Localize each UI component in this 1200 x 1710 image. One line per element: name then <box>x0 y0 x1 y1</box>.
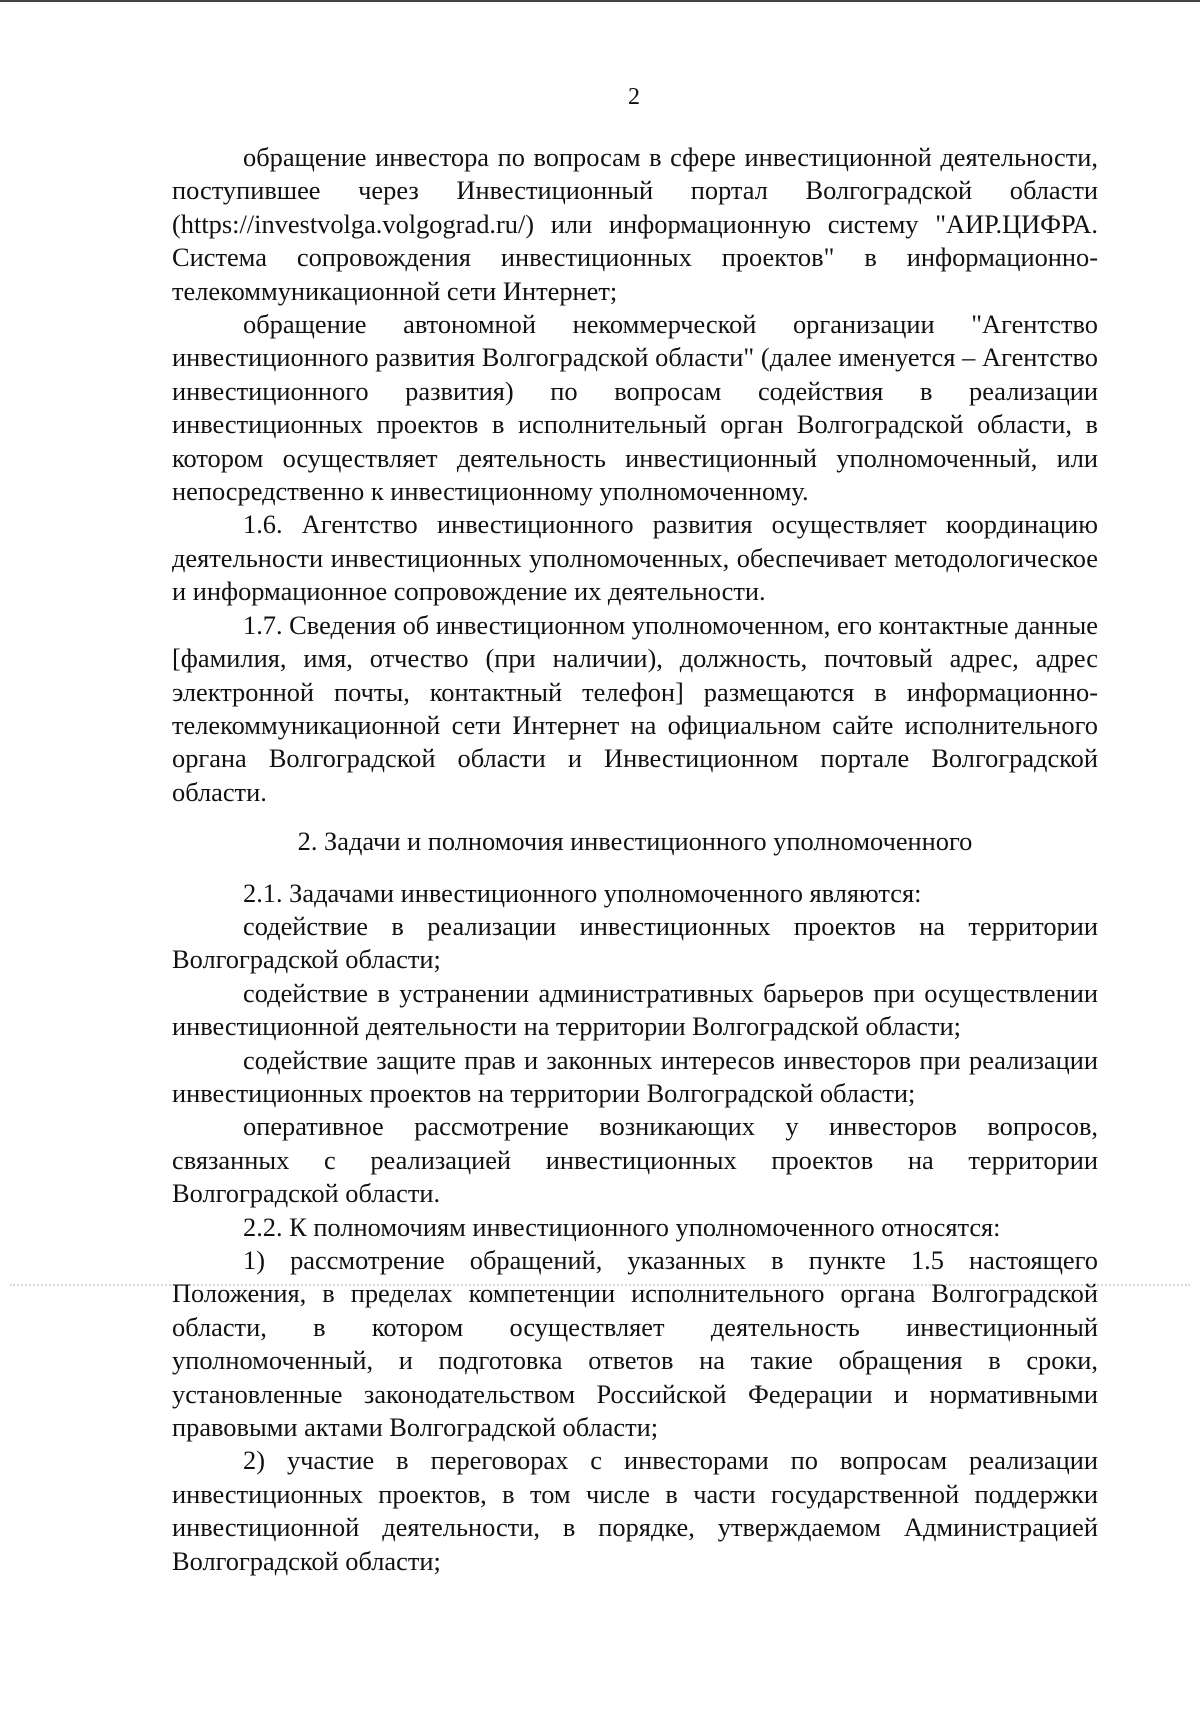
page-top-border <box>0 0 1200 2</box>
paragraph: содействие защите прав и законных интересов инвесторов при реализации инвестиционных проектов на территории Волгоградской области; <box>172 1044 1098 1108</box>
page-number: 2 <box>628 84 640 110</box>
section-heading: 2. Задачи и полномочия инвестиционного уполномоченного <box>297 826 973 857</box>
paragraph: содействие в устранении административных барьеров при осуществлении инвестиционной деятельности на территории Волгоградской области; <box>172 977 1098 1042</box>
paragraph: 2.2. К полномочиям инвестиционного уполномоченного относятся: <box>243 1211 1001 1242</box>
paragraph: 1.7. Сведения об инвестиционном уполномоченном, его контактные данные [фамилия, имя, отчество (при наличии), должность, почтовый адрес, адрес электронной почты, контактный телефон] размещаются в информационно-телекоммуникационной сети Интернет на официальном сайте исполнительного органа Волгоградской области и Инвестиционном портале Волгоградской области. <box>172 609 1099 807</box>
paragraph: оперативное рассмотрение возникающих у инвесторов вопросов, связанных с реализацией инвестиционных проектов на территории Волгоградской области. <box>172 1111 1098 1209</box>
paragraph: 1.6. Агентство инвестиционного развития осуществляет координацию деятельности инвестиционных уполномоченных, обеспечивает методологическое и информационное сопровождение их деятельности. <box>172 509 1098 607</box>
paragraph: 2) участие в переговорах с инвесторами по вопросам реализации инвестиционных проектов, в том числе в части государственной поддержки инвестиционной деятельности, в порядке, утверждаемом Администрацией Волгоградской области; <box>172 1445 1098 1576</box>
paragraph: 1) рассмотрение обращений, указанных в пункте 1.5 настоящего Положения, в пределах компетенции исполнительного органа Волгоградской области, в котором осуществляет деятельность инвестиционный уполномоченный, и подготовка ответов на такие обращения в сроки, установленные законодательством Российской Федерации и нормативными правовыми актами Волгоградской области; <box>172 1245 1098 1443</box>
paragraph: 2.1. Задачами инвестиционного уполномоченного являются: <box>243 877 922 908</box>
paragraph: обращение автономной некоммерческой организации "Агентство инвестиционного развития Волгоградской области" (далее именуется – Агентство инвестиционного развития) по вопросам содействия в реализации инвестиционных проектов в исполнительный орган Волгоградской области, в котором осуществляет деятельность инвестиционный уполномоченный, или непосредственно к инвестиционному уполномоченному. <box>172 309 1098 507</box>
paragraph: обращение инвестора по вопросам в сфере инвестиционной деятельности, поступившее через Инвестиционный портал Волгоградской области (https://investvolga.volgograd.ru/) или информационную систему "АИР.ЦИФРА. Система сопровождения инвестиционных проектов" в информационно-телекоммуникационной сети Интернет; <box>172 142 1098 306</box>
paragraph: содействие в реализации инвестиционных проектов на территории Волгоградской области; <box>172 910 1098 975</box>
document-body <box>172 141 1098 1578</box>
